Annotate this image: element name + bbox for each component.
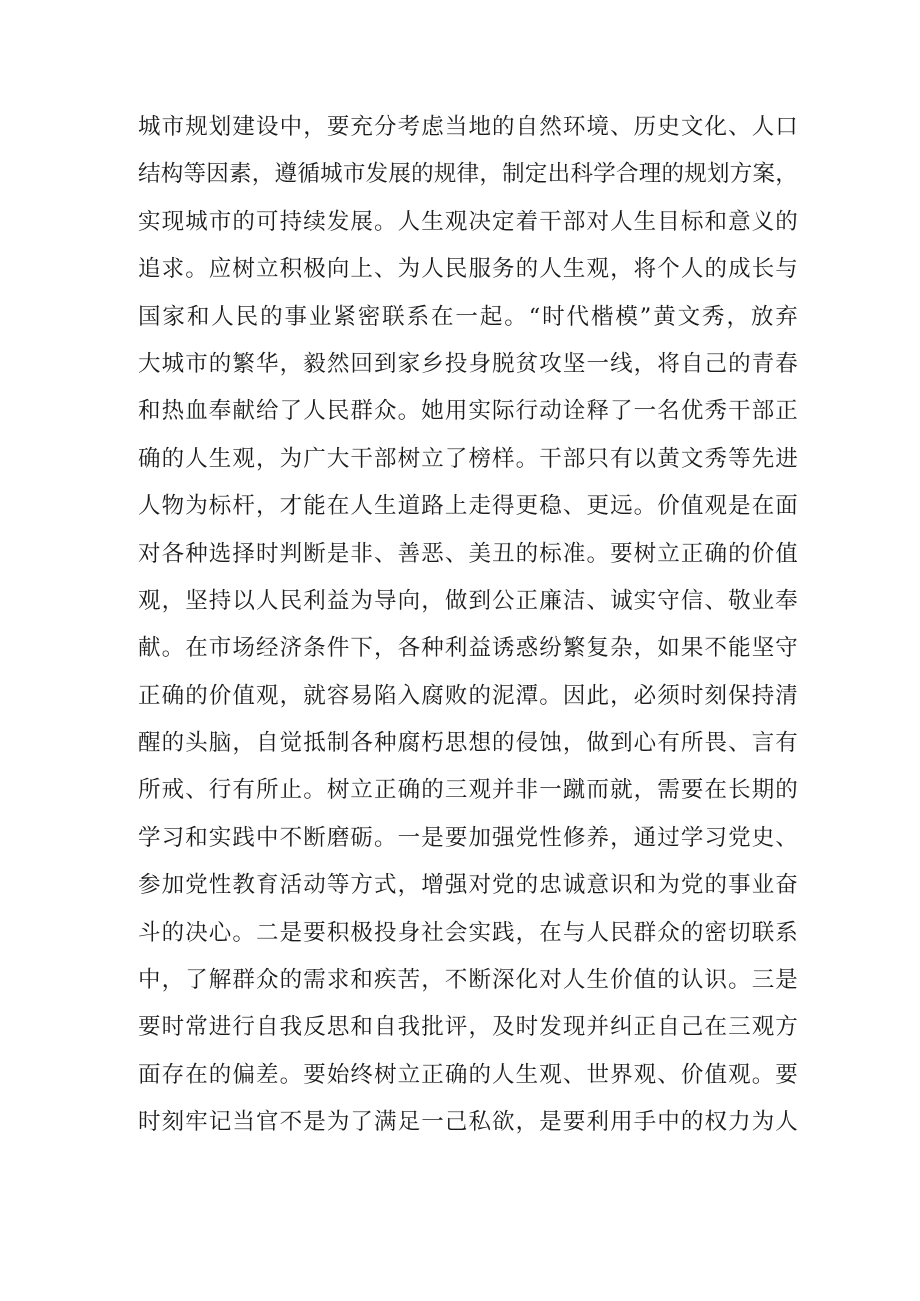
- text-line: 面存在的偏差。要始终树立正确的人生观、世界观、价值观。要: [138, 1061, 798, 1088]
- text-line: 要时常进行自我反思和自我批评，及时发现并纠正自己在三观方: [138, 1014, 798, 1041]
- text-line: 大城市的繁华，毅然回到家乡投身脱贫攻坚一线，将自己的青春: [138, 350, 798, 377]
- text-line: 和热血奉献给了人民群众。她用实际行动诠释了一名优秀干部正: [138, 398, 798, 425]
- text-line: 确的人生观，为广大干部树立了榜样。干部只有以黄文秀等先进: [138, 445, 798, 472]
- text-line: 人物为标杆，才能在人生道路上走得更稳、更远。价值观是在面: [138, 493, 798, 520]
- text-line: 醒的头脑，自觉抵制各种腐朽思想的侵蚀，做到心有所畏、言有: [138, 730, 798, 757]
- text-line: 正确的价值观，就容易陷入腐败的泥潭。因此，必须时刻保持清: [138, 682, 798, 709]
- text-line: 追求。应树立积极向上、为人民服务的人生观，将个人的成长与: [138, 256, 798, 283]
- text-line: 结构等因素，遵循城市发展的规律，制定出科学合理的规划方案，: [138, 161, 798, 188]
- text-line: 所戒、行有所止。树立正确的三观并非一蹴而就，需要在长期的: [138, 777, 798, 804]
- body-paragraph: [138, 104, 798, 1147]
- text-line: 对各种选择时判断是非、善恶、美丑的标准。要树立正确的价值: [138, 540, 798, 567]
- text-line: 国家和人民的事业紧密联系在一起。“时代楷模”黄文秀，放弃: [138, 303, 798, 330]
- text-line: 学习和实践中不断磨砺。一是要加强党性修养，通过学习党史、: [138, 824, 798, 851]
- text-line: 献。在市场经济条件下，各种利益诱惑纷繁复杂，如果不能坚守: [138, 635, 798, 662]
- text-line: 城市规划建设中，要充分考虑当地的自然环境、历史文化、人口: [138, 114, 798, 140]
- text-line: 实现城市的可持续发展。人生观决定着干部对人生目标和意义的: [138, 208, 798, 235]
- text-line: 斗的决心。二是要积极投身社会实践，在与人民群众的密切联系: [138, 919, 798, 946]
- text-line: 时刻牢记当官不是为了满足一己私欲，是要利用手中的权力为人: [138, 1109, 798, 1136]
- text-line: 中，了解群众的需求和疾苦，不断深化对人生价值的认识。三是: [138, 967, 798, 994]
- text-line: 参加党性教育活动等方式，增强对党的忠诚意识和为党的事业奋: [138, 872, 798, 899]
- text-line: 观，坚持以人民利益为导向，做到公正廉洁、诚实守信、敬业奉: [138, 587, 798, 614]
